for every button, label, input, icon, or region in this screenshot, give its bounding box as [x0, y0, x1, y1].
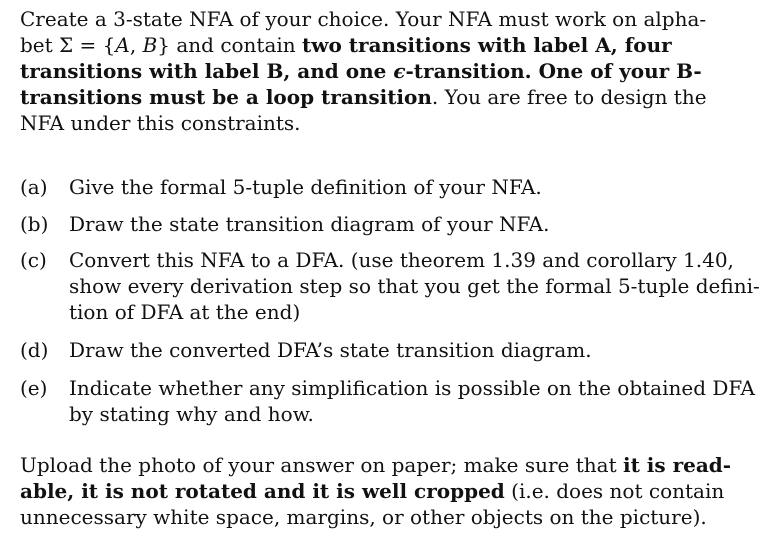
intro-text: ,: [129, 33, 143, 57]
outro-line-3: [20, 504, 707, 530]
outro-text: unnecessary white space, margins, or other objects on the picture).: [20, 505, 707, 529]
intro-text: } and contain: [157, 33, 303, 57]
item-label: (e): [20, 376, 48, 400]
item-text: Give the formal 5-tuple definition of your NFA.: [69, 175, 542, 199]
list-item-a: [20, 174, 752, 200]
intro-line-2: [20, 32, 672, 58]
outro-text: Upload the photo of your answer on paper; make sure that: [20, 453, 623, 477]
item-text: Draw the state transition diagram of your NFA.: [69, 212, 550, 236]
sigma-symbol: Σ: [59, 33, 74, 57]
intro-text: NFA under this constraints.: [20, 111, 301, 135]
outro-line-1: [20, 452, 731, 478]
item-text: show every derivation step so that you get the formal 5-tuple defini-: [69, 274, 760, 298]
intro-line-4: [20, 84, 707, 110]
list-item-e: [20, 375, 755, 427]
outro-bold-text: able, it is not rotated and it is well cropped: [20, 479, 505, 503]
intro-text: Create a 3-state NFA of your choice. Your NFA must work on alpha-: [20, 7, 707, 31]
intro-text: bet: [20, 33, 60, 57]
item-text: Draw the converted DFA’s state transition diagram.: [69, 338, 592, 362]
item-label: (d): [20, 338, 49, 362]
item-text: tion of DFA at the end): [69, 300, 301, 324]
intro-line-5: [20, 110, 301, 136]
intro-line-3: [20, 58, 702, 84]
symbol-b: B: [142, 33, 158, 57]
item-label: (c): [20, 248, 47, 272]
item-label: (b): [20, 212, 49, 236]
intro-bold-text: transitions must be a loop transition: [20, 85, 432, 109]
epsilon-symbol: ϵ: [393, 59, 406, 83]
symbol-a: A: [115, 33, 130, 57]
intro-text: . You are free to design the: [431, 85, 707, 109]
intro-line-1: [20, 6, 706, 32]
list-item-d: [20, 337, 752, 363]
item-text: Convert this NFA to a DFA. (use theorem 1.39 and corollary 1.40,: [69, 248, 734, 272]
intro-text: = {: [73, 33, 116, 57]
list-item-c: [20, 247, 760, 325]
item-text: by stating why and how.: [69, 402, 314, 426]
item-text: Indicate whether any simplification is possible on the obtained DFA: [69, 376, 755, 400]
intro-bold-text: -transition. One of your B-: [405, 59, 702, 83]
item-label: (a): [20, 175, 48, 199]
intro-bold-text: transitions with label B, and one: [20, 59, 394, 83]
outro-line-2: [20, 478, 724, 504]
outro-text: (i.e. does not contain: [504, 479, 725, 503]
list-item-b: [20, 211, 752, 237]
outro-bold-text: it is read-: [622, 453, 732, 477]
intro-bold-text: two transitions with label A, four: [302, 33, 672, 57]
